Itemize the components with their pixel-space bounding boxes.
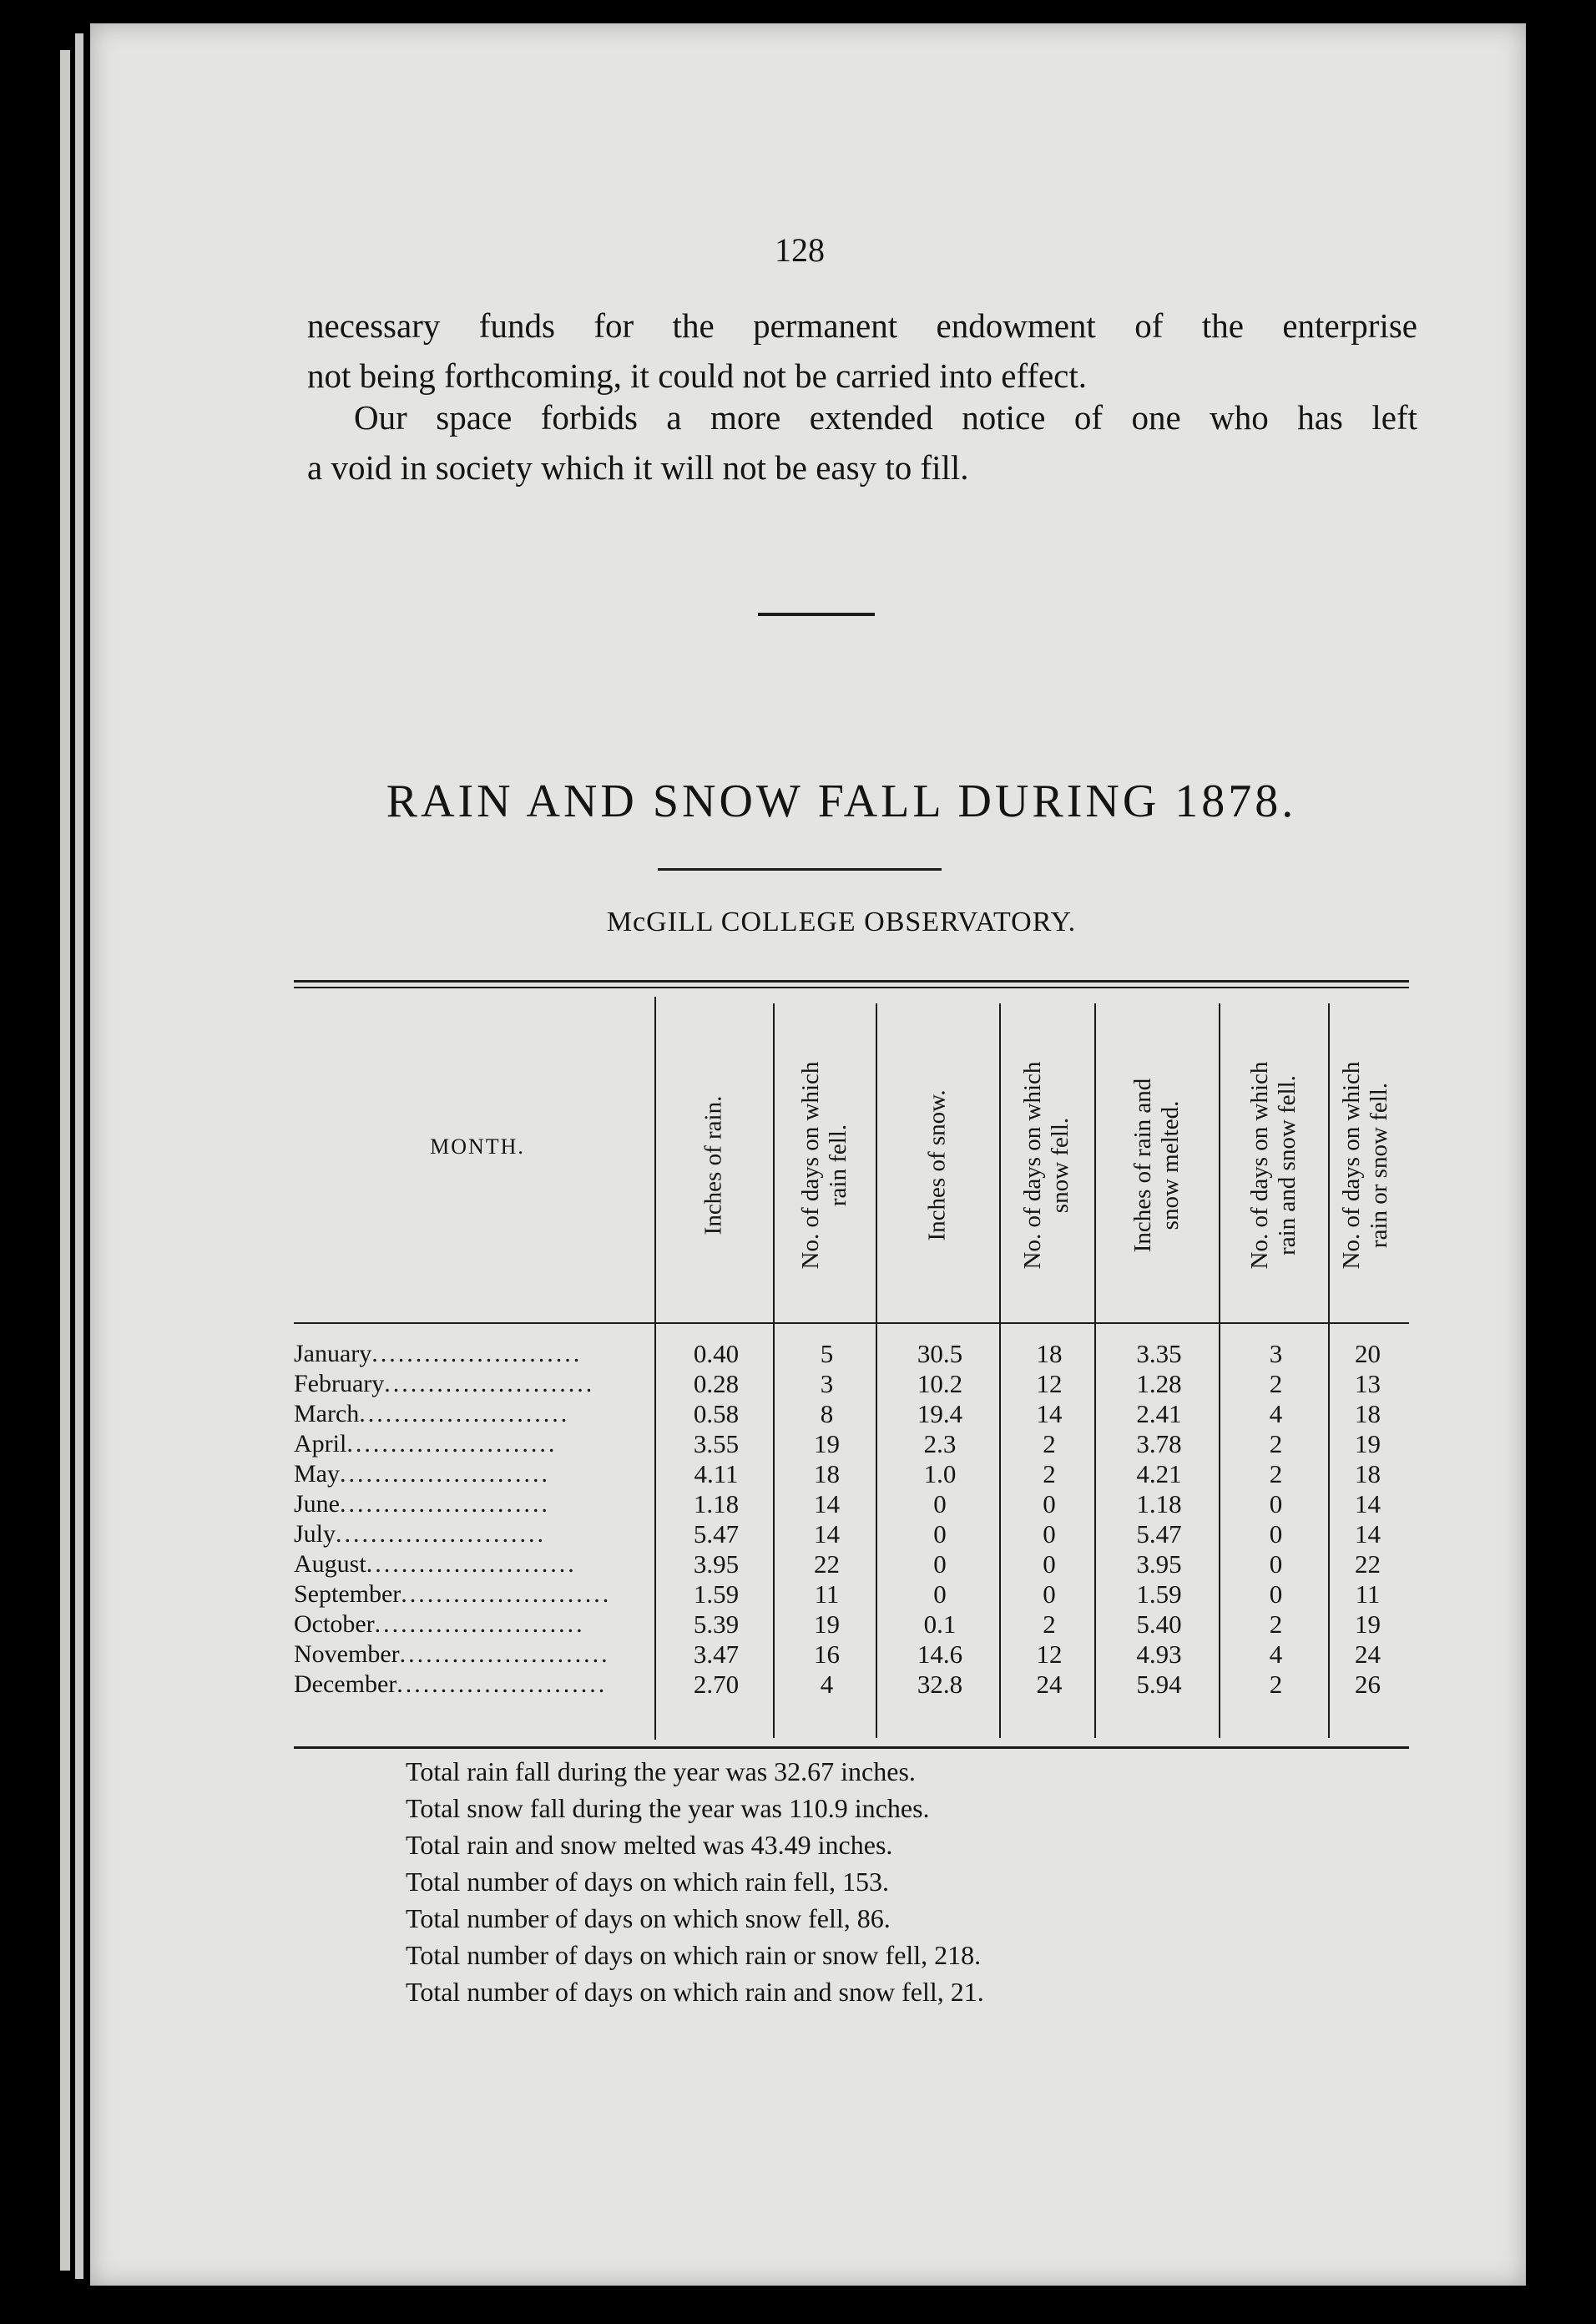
- cell-days-rain-and-snow: 2: [1269, 1429, 1283, 1458]
- column-header-line: Inches of snow.: [923, 1089, 951, 1241]
- cell-days-rain: 14: [814, 1489, 840, 1518]
- cell-inches-snow: 0: [933, 1489, 947, 1518]
- cell-inches-rain: 0.28: [693, 1369, 740, 1398]
- cell-days-snow: 12: [1036, 1639, 1063, 1669]
- column-header-line: snow melted.: [1156, 1100, 1184, 1230]
- cell-days-rain: 19: [814, 1429, 840, 1458]
- cell-days-snow: 12: [1036, 1369, 1063, 1398]
- cell-melted: 5.47: [1136, 1519, 1182, 1548]
- cell-days-rain: 5: [820, 1339, 834, 1368]
- cell-inches-snow: 30.5: [917, 1339, 963, 1368]
- dot-leader: ........................: [340, 1460, 550, 1488]
- table-row: [294, 1429, 1409, 1459]
- title-underline: [658, 868, 942, 871]
- paragraph-line: Our space forbids a more extended notice of one who has left: [354, 398, 1417, 437]
- column-header-line: No. of days on which: [1019, 1061, 1046, 1270]
- cell-days-snow: 0: [1043, 1549, 1056, 1579]
- cell-melted: 3.78: [1136, 1429, 1182, 1458]
- paragraph-line: a void in society which it will not be easy to fill.: [307, 448, 969, 487]
- table-bottom-rule: [294, 1746, 1409, 1749]
- stacked-page-edge: [75, 33, 83, 2279]
- dot-leader: ........................: [374, 1610, 585, 1638]
- header-rule: [294, 1322, 1409, 1324]
- month-cell: [294, 1369, 653, 1399]
- cell-days-rain-or-snow: 14: [1355, 1489, 1381, 1518]
- month-cell: [294, 1579, 653, 1609]
- cell-inches-snow: 0: [933, 1549, 947, 1579]
- column-header-line: No. of days on which: [796, 1061, 824, 1270]
- table-row: [294, 1339, 1409, 1369]
- cell-inches-rain: 0.58: [693, 1399, 740, 1428]
- month-name: May: [294, 1460, 340, 1488]
- table-top-rule: [294, 987, 1409, 988]
- month-name: December: [294, 1670, 397, 1698]
- dot-leader: ........................: [401, 1580, 612, 1608]
- cell-days-snow: 0: [1043, 1579, 1056, 1609]
- cell-inches-rain: 1.59: [693, 1579, 740, 1609]
- cell-days-rain-and-snow: 0: [1269, 1489, 1283, 1518]
- cell-days-rain-or-snow: 22: [1355, 1549, 1381, 1579]
- dot-leader: ........................: [396, 1670, 608, 1698]
- cell-melted: 1.18: [1136, 1489, 1182, 1518]
- paragraph-line: not being forthcoming, it could not be carried into effect.: [307, 356, 1087, 395]
- month-name: April: [294, 1430, 347, 1458]
- month-cell: [294, 1639, 653, 1670]
- dot-leader: ........................: [366, 1550, 577, 1578]
- cell-days-rain-and-snow: 4: [1269, 1399, 1283, 1428]
- cell-inches-snow: 19.4: [917, 1399, 963, 1428]
- column-header-line: rain or snow fell.: [1365, 1082, 1392, 1249]
- cell-inches-snow: 32.8: [917, 1670, 963, 1699]
- cell-melted: 3.95: [1136, 1549, 1182, 1579]
- dot-leader: ........................: [336, 1520, 547, 1548]
- column-header-inches-rain: [654, 1023, 773, 1307]
- cell-days-rain-and-snow: 0: [1269, 1549, 1283, 1579]
- cell-inches-rain: 0.40: [693, 1339, 740, 1368]
- month-name: September: [294, 1580, 402, 1608]
- cell-inches-rain: 1.18: [693, 1489, 740, 1518]
- month-cell: [294, 1609, 653, 1639]
- dot-leader: ........................: [359, 1400, 570, 1427]
- cell-inches-snow: 10.2: [917, 1369, 963, 1398]
- cell-days-rain-or-snow: 20: [1355, 1339, 1381, 1368]
- cell-inches-snow: 0: [933, 1519, 947, 1548]
- cell-days-snow: 2: [1043, 1429, 1056, 1458]
- column-header-days-snow: [999, 1023, 1094, 1307]
- cell-days-rain-or-snow: 13: [1355, 1369, 1381, 1398]
- column-header-line: snow fell.: [1047, 1117, 1073, 1214]
- column-header-line: No. of days on which: [1337, 1061, 1365, 1270]
- column-header-line: Inches of rain and: [1129, 1078, 1156, 1253]
- cell-days-rain-and-snow: 0: [1269, 1579, 1283, 1609]
- month-cell: [294, 1519, 653, 1549]
- table-row: [294, 1579, 1409, 1609]
- cell-days-rain-and-snow: 2: [1269, 1369, 1283, 1398]
- month-name: June: [294, 1490, 340, 1518]
- month-cell: [294, 1549, 653, 1579]
- cell-inches-rain: 5.47: [693, 1519, 740, 1548]
- month-cell: [294, 1670, 653, 1700]
- dot-leader: ........................: [384, 1370, 595, 1397]
- dot-leader: ........................: [399, 1640, 610, 1668]
- dot-leader: ........................: [371, 1340, 583, 1367]
- total-line: Total number of days on which snow fell, 86.: [406, 1903, 891, 1933]
- cell-days-snow: 2: [1043, 1459, 1056, 1488]
- cell-days-rain: 19: [814, 1609, 840, 1639]
- month-cell: [294, 1339, 653, 1369]
- cell-days-rain-or-snow: 14: [1355, 1519, 1381, 1548]
- stacked-page-edge: [60, 50, 70, 2271]
- column-header-inches-snow: [876, 1023, 999, 1307]
- totals-list: [406, 1753, 984, 2010]
- table-row: [294, 1369, 1409, 1399]
- cell-days-snow: 24: [1036, 1670, 1063, 1699]
- cell-days-rain: 4: [820, 1670, 834, 1699]
- table-row: [294, 1639, 1409, 1670]
- column-header-line: No. of days on which: [1245, 1061, 1273, 1270]
- month-name: October: [294, 1610, 375, 1638]
- cell-melted: 1.28: [1136, 1369, 1182, 1398]
- paragraph-line: necessary funds for the permanent endowment of the enterprise: [307, 306, 1417, 345]
- cell-days-rain: 18: [814, 1459, 840, 1488]
- month-name: August: [294, 1550, 366, 1578]
- cell-inches-snow: 14.6: [917, 1639, 963, 1669]
- total-line: Total number of days on which rain and snow fell, 21.: [406, 1977, 984, 2007]
- cell-days-rain: 11: [814, 1579, 840, 1609]
- book-page: [90, 23, 1526, 2286]
- month-cell: [294, 1489, 653, 1519]
- cell-days-rain: 22: [814, 1549, 840, 1579]
- table-row: [294, 1489, 1409, 1519]
- cell-days-snow: 0: [1043, 1519, 1056, 1548]
- column-header-line: rain and snow fell.: [1273, 1075, 1301, 1255]
- cell-days-rain: 8: [820, 1399, 834, 1428]
- cell-inches-snow: 0: [933, 1579, 947, 1609]
- total-line: Total number of days on which rain fell, 153.: [406, 1867, 889, 1897]
- table-row: [294, 1549, 1409, 1579]
- table-row: [294, 1399, 1409, 1429]
- paragraph-1: [307, 301, 1417, 401]
- cell-inches-rain: 3.47: [693, 1639, 740, 1669]
- cell-days-rain-or-snow: 18: [1355, 1399, 1381, 1428]
- cell-days-rain-or-snow: 26: [1355, 1670, 1381, 1699]
- cell-days-rain-or-snow: 19: [1355, 1609, 1381, 1639]
- cell-days-snow: 0: [1043, 1489, 1056, 1518]
- cell-days-rain-and-snow: 0: [1269, 1519, 1283, 1548]
- month-name: February: [294, 1370, 385, 1397]
- dot-leader: ........................: [340, 1490, 550, 1518]
- page-number: 128: [775, 231, 825, 269]
- cell-inches-rain: 3.95: [693, 1549, 740, 1579]
- cell-inches-snow: 1.0: [923, 1459, 957, 1488]
- month-cell: [294, 1429, 653, 1459]
- paragraph-2: [307, 392, 1417, 493]
- cell-days-rain-or-snow: 18: [1355, 1459, 1381, 1488]
- month-name: November: [294, 1640, 400, 1668]
- month-name: July: [294, 1520, 336, 1548]
- rainfall-table: [294, 980, 1409, 1748]
- total-line: Total rain fall during the year was 32.67 inches.: [406, 1756, 916, 1786]
- cell-melted: 2.41: [1136, 1399, 1182, 1428]
- cell-days-rain: 3: [820, 1369, 834, 1398]
- column-header-days-rain-and-snow: [1219, 1023, 1328, 1307]
- cell-days-rain-and-snow: 2: [1269, 1459, 1283, 1488]
- table-row: [294, 1519, 1409, 1549]
- cell-inches-rain: 3.55: [693, 1429, 740, 1458]
- column-header-line: Inches of rain.: [700, 1095, 727, 1235]
- cell-days-snow: 2: [1043, 1609, 1056, 1639]
- month-name: January: [294, 1340, 372, 1367]
- cell-inches-rain: 4.11: [694, 1459, 739, 1488]
- cell-days-rain: 16: [814, 1639, 840, 1669]
- total-line: Total number of days on which rain or snow fell, 218.: [406, 1940, 982, 1970]
- cell-days-snow: 18: [1036, 1339, 1063, 1368]
- cell-days-rain-and-snow: 2: [1269, 1609, 1283, 1639]
- month-cell: [294, 1459, 653, 1489]
- cell-melted: 5.40: [1136, 1609, 1182, 1639]
- cell-days-rain-or-snow: 11: [1355, 1579, 1381, 1609]
- cell-melted: 5.94: [1136, 1670, 1182, 1699]
- section-divider: [758, 613, 875, 616]
- cell-days-rain-and-snow: 2: [1269, 1670, 1283, 1699]
- cell-days-rain: 14: [814, 1519, 840, 1548]
- cell-melted: 4.93: [1136, 1639, 1182, 1669]
- cell-inches-rain: 2.70: [693, 1670, 740, 1699]
- cell-days-rain-or-snow: 24: [1355, 1639, 1381, 1669]
- cell-days-rain-or-snow: 19: [1355, 1429, 1381, 1458]
- table-row: [294, 1609, 1409, 1639]
- total-line: Total rain and snow melted was 43.49 inches.: [406, 1830, 893, 1860]
- table-subtitle: McGILL COLLEGE OBSERVATORY.: [606, 907, 1077, 937]
- column-header-melted: [1094, 1023, 1219, 1307]
- table-row: [294, 1459, 1409, 1489]
- cell-inches-rain: 5.39: [693, 1609, 740, 1639]
- cell-inches-snow: 2.3: [923, 1429, 957, 1458]
- cell-days-snow: 14: [1036, 1399, 1063, 1428]
- table-row: [294, 1670, 1409, 1700]
- cell-melted: 1.59: [1136, 1579, 1182, 1609]
- total-line: Total snow fall during the year was 110.9 inches.: [406, 1793, 930, 1823]
- column-header-days-rain: [773, 1023, 876, 1307]
- month-cell: [294, 1399, 653, 1429]
- month-name: March: [294, 1400, 360, 1427]
- column-header-days-rain-or-snow: [1328, 1023, 1402, 1307]
- cell-inches-snow: 0.1: [923, 1609, 957, 1639]
- month-column-header: MONTH.: [430, 1134, 525, 1159]
- dot-leader: ........................: [346, 1430, 558, 1458]
- cell-days-rain-and-snow: 3: [1269, 1339, 1283, 1368]
- cell-melted: 4.21: [1136, 1459, 1182, 1488]
- table-top-rule: [294, 980, 1409, 983]
- cell-melted: 3.35: [1136, 1339, 1182, 1368]
- table-title: RAIN AND SNOW FALL DURING 1878.: [386, 776, 1297, 827]
- cell-days-rain-and-snow: 4: [1269, 1639, 1283, 1669]
- column-header-line: rain fell.: [824, 1124, 851, 1207]
